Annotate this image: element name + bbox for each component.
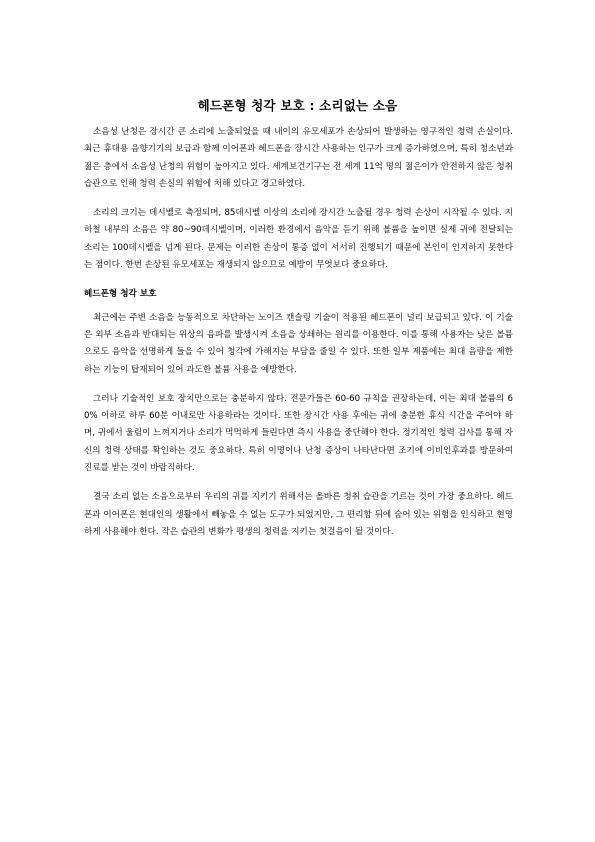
paragraph-2: 소리의 크기는 데시벨로 측정되며, 85데시벨 이상의 소리에 장시간 노출될 경우 청력 손상이 시작될 수 있다. 지하철 내부의 소음은 약 80~90데시벨이며, 이러한 환경에서 음악을 듣기 위해 볼륨을 높이면 실제 귀에 전달되는 소리는 100데시벨을 넘게 된다. 문제는 이러한 손상이 통증 없이 서서히 진행되기 때문에 본인이 인지하지 못한다는 점이다. 한번 손상된 유모세포는 재생되지 않으므로 예방이 무엇보다 중요하다. [84, 208, 513, 271]
paragraph-3: 최근에는 주변 소음을 능동적으로 차단하는 노이즈 캔슬링 기술이 적용된 헤드폰이 널리 보급되고 있다. 이 기술은 외부 소음과 반대되는 위상의 음파를 발생시켜 소음을 상쇄하는 원리를 이용한다. 이를 통해 사용자는 낮은 볼륨으로도 음악을 선명하게 들을 수 있어 청각에 가해지는 부담을 줄일 수 있다. 또한 일부 제품에는 최대 음량을 제한하는 기능이 탑재되어 있어 과도한 볼륨 사용을 예방한다. [84, 312, 513, 375]
paragraph-1: 소음성 난청은 장시간 큰 소리에 노출되었을 때 내이의 유모세포가 손상되어 발생하는 영구적인 청력 손실이다. 최근 휴대용 음향기기의 보급과 함께 이어폰과 헤드폰을 장시간 사용하는 인구가 크게 증가하였으며, 특히 청소년과 젊은 층에서 소음성 난청의 위험이 높아지고 있다. 세계보건기구는 전 세계 11억 명의 젊은이가 안전하지 않은 청취 습관으로 인해 청력 손실의 위험에 처해 있다고 경고하였다. [84, 127, 513, 189]
document-title: 헤드폰형 청각 보호 : 소리없는 소음 [197, 98, 398, 113]
paragraph-5: 결국 소리 없는 소음으로부터 우리의 귀를 지키기 위해서는 올바른 청취 습관을 기르는 것이 가장 중요하다. 헤드폰과 이어폰은 현대인의 생활에서 빼놓을 수 없는 도구가 되었지만, 그 편리함 뒤에 숨어 있는 위험을 인식하고 현명하게 사용해야 한다. 작은 습관의 변화가 평생의 청력을 지키는 첫걸음이 될 것이다. [84, 492, 513, 537]
document-body [84, 124, 513, 553]
section-heading: 헤드폰형 청각 보호 [84, 289, 157, 300]
paragraph-4: 그러나 기술적인 보호 장치만으로는 충분하지 않다. 전문가들은 60-60 규칙을 권장하는데, 이는 최대 볼륨의 60% 이하로 하루 60분 이내로만 사용하라는 것이다. 또한 장시간 사용 후에는 귀에 충분한 휴식 시간을 주어야 하며, 귀에서 울림이 느껴지거나 소리가 먹먹하게 들린다면 즉시 사용을 중단해야 한다. 정기적인 청력 검사를 통해 자신의 청력 상태를 확인하는 것도 중요하다. 특히 이명이나 난청 증상이 나타난다면 조기에 이비인후과를 방문하여 진료를 받는 것이 바람직하다. [84, 393, 513, 474]
